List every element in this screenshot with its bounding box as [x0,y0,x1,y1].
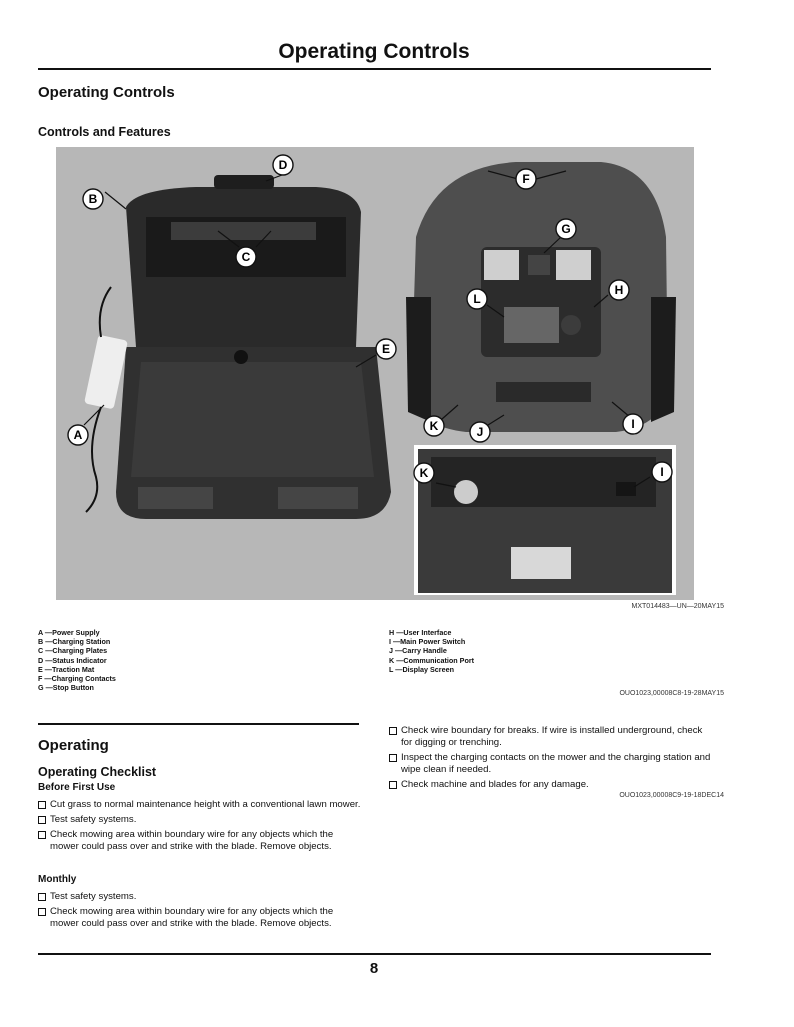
checklist-item: Check machine and blades for any damage. [389,779,714,791]
legend-item: C —Charging Plates [38,646,108,656]
checkbox-icon [38,893,46,901]
legend-item: I —Main Power Switch [389,637,466,647]
controls-photo [56,147,694,600]
callout-f: F [522,172,530,186]
checklist-title: Operating Checklist [38,765,157,779]
page-title: Operating Controls [278,40,470,63]
callout-d: D [278,158,288,172]
callout-i-inset: I [660,465,664,479]
mower-illustration [406,162,676,432]
callout-b: B [88,192,98,206]
callout-e: E [381,342,391,356]
legend-item: B —Charging Station [38,637,111,647]
figure-id: MXT014483—UN—20MAY15 [631,603,724,610]
callout-c: C [241,250,251,264]
legend-item: F —Charging Contacts [38,674,116,684]
legend-item: A —Power Supply [38,628,100,637]
checklist-item: Inspect the charging contacts on the mower and the charging station and wipe clean if needed. [389,752,714,776]
footer-rule [38,953,711,955]
legend-item: L —Display Screen [389,664,454,674]
callout-k-inset: K [419,466,429,480]
callout-g: G [561,222,571,236]
operating-rule [38,723,359,725]
legend-item: J —Carry Handle [389,646,447,656]
checklist-item: Check wire boundary for breaks. If wire is installed underground, check for digging or trenching. [389,725,714,749]
section-subtitle: Controls and Features [38,125,171,139]
callout-l: L [473,292,481,306]
operating-title: Operating [38,737,109,754]
legend-right [389,628,474,674]
checklist-item: Check mowing area within boundary wire for any objects which the mower could pass over and strike with the blade. Remove objects. [38,829,362,853]
legend-item: K —Communication Port [389,655,475,665]
checkbox-icon [389,754,397,762]
monthly-heading: Monthly [38,874,77,885]
legend-item: G —Stop Button [38,683,94,693]
charging-station-illustration [116,175,391,519]
checkbox-icon [38,801,46,809]
callout-k: K [429,419,439,433]
before-first-use-list [38,799,362,856]
checklist-item: Cut grass to normal maintenance height with a conventional lawn mower. [38,799,362,811]
callout-a: A [73,428,83,442]
checkbox-icon [38,831,46,839]
legend-item: H —User Interface [389,628,452,637]
legend-left [38,628,116,692]
before-first-use-heading: Before First Use [38,782,116,793]
checkbox-icon [389,781,397,789]
page-number: 8 [369,960,379,977]
checklist-item: Check mowing area within boundary wire for any objects which the mower could pass over and strike with the blade. Remove objects. [38,906,362,930]
callout-j: J [476,425,484,439]
callout-i: I [631,417,635,431]
operating-reference: OUO1023,00008C9-19-18DEC14 [619,792,724,799]
right-checklist [389,725,714,794]
mower-rear-inset [414,445,676,595]
legend-reference: OUO1023,00008C8-19-28MAY15 [619,690,724,697]
checklist-item: Test safety systems. [38,891,362,903]
checkbox-icon [389,727,397,735]
checklist-item: Test safety systems. [38,814,362,826]
checkbox-icon [38,816,46,824]
legend-item: D —Status Indicator [38,655,107,665]
checkbox-icon [38,908,46,916]
monthly-list [38,891,362,933]
section-title: Operating Controls [38,84,175,101]
header-rule [38,68,711,70]
callout-h: H [614,283,624,297]
legend-item: E —Traction Mat [38,664,95,674]
